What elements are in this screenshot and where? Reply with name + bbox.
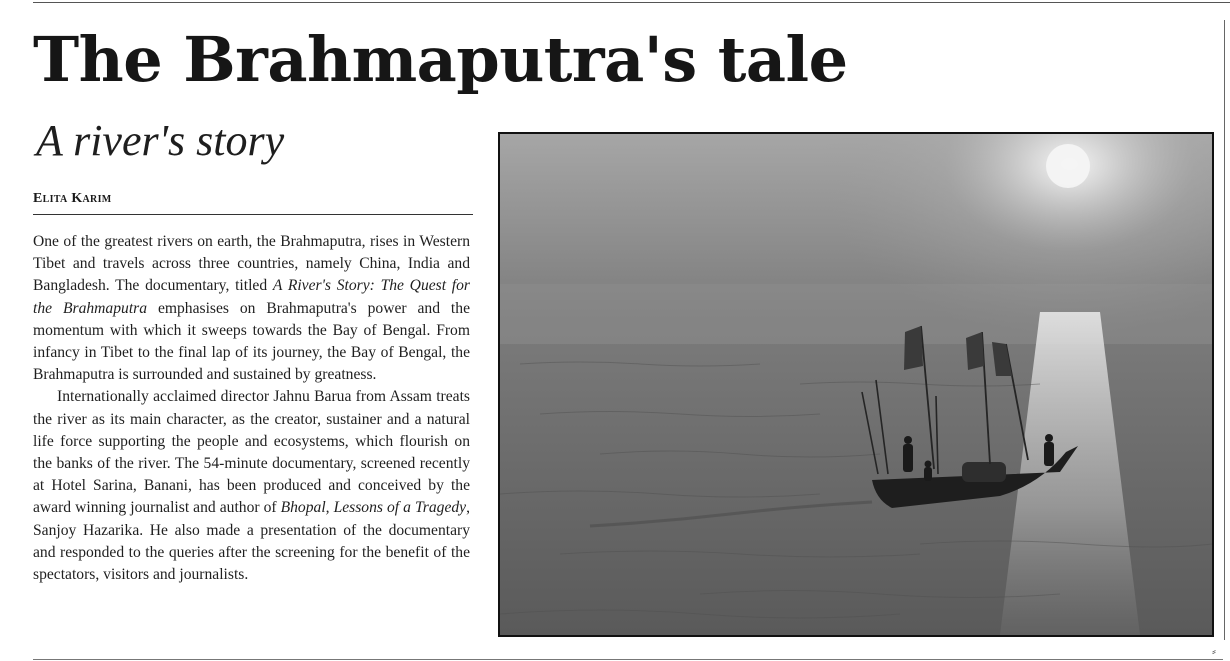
byline: Elita Karim (33, 190, 473, 215)
flag-1 (904, 326, 923, 370)
paragraph-2-text-b: , Sanjoy Hazarika. He also made a presentation of the documentary and responded to the queries after the screening for the benefit of the spectators, visitors and journalists. (33, 499, 470, 584)
river-boat-photo (498, 132, 1214, 637)
flag-2 (966, 332, 984, 370)
bottom-rule (33, 659, 1223, 660)
paragraph-1-text-b: emphasises on Brahmaputra's power and the momentum with which it sweeps towards the Bay of Bengal. From infancy in Tibet to the final lap of its journey, the Bay of Bengal, the Brahmaputra is surrounded and sustained by greatness. (33, 299, 470, 384)
paragraph-2-text-a: Internationally acclaimed director Jahnu Barua from Assam treats the river as its main character, as the creator, sustainer and a natural life force supporting the people and ecosystems, which flourish on the banks of the river. The 54-minute documentary, screened recently at Hotel Sarina, Banani, has been produced and conceived by the award winning journalist and author of (33, 388, 470, 517)
book-title: Bhopal, Lessons of a Tragedy (280, 499, 467, 517)
documentary-title: A River's Story: The Quest for the Brahmaputra (33, 277, 470, 317)
figure-2-body (1044, 442, 1054, 466)
corner-mark: ⸗ (1212, 644, 1216, 658)
figure-2-head (1045, 434, 1053, 442)
figure-1-head (904, 436, 912, 444)
top-rule (33, 2, 1230, 3)
boat-cargo (962, 462, 1006, 482)
figure-1-body (903, 444, 913, 472)
paragraph-1-text-a: One of the greatest rivers on earth, the Brahmaputra, rises in Western Tibet and travels across three countries, namely China, India and Bangladesh. The documentary, titled (33, 233, 470, 295)
paragraph-2 (33, 386, 470, 586)
paragraph-1 (33, 231, 470, 386)
column-rule (1224, 20, 1225, 640)
sun (1046, 144, 1090, 188)
article-body (33, 231, 470, 586)
photo-illustration (500, 134, 1212, 635)
headline: The Brahmaputra's tale (33, 23, 848, 96)
figure-3-body (924, 467, 932, 481)
subheadline: A river's story (36, 116, 285, 165)
figure-3-head (925, 461, 932, 468)
